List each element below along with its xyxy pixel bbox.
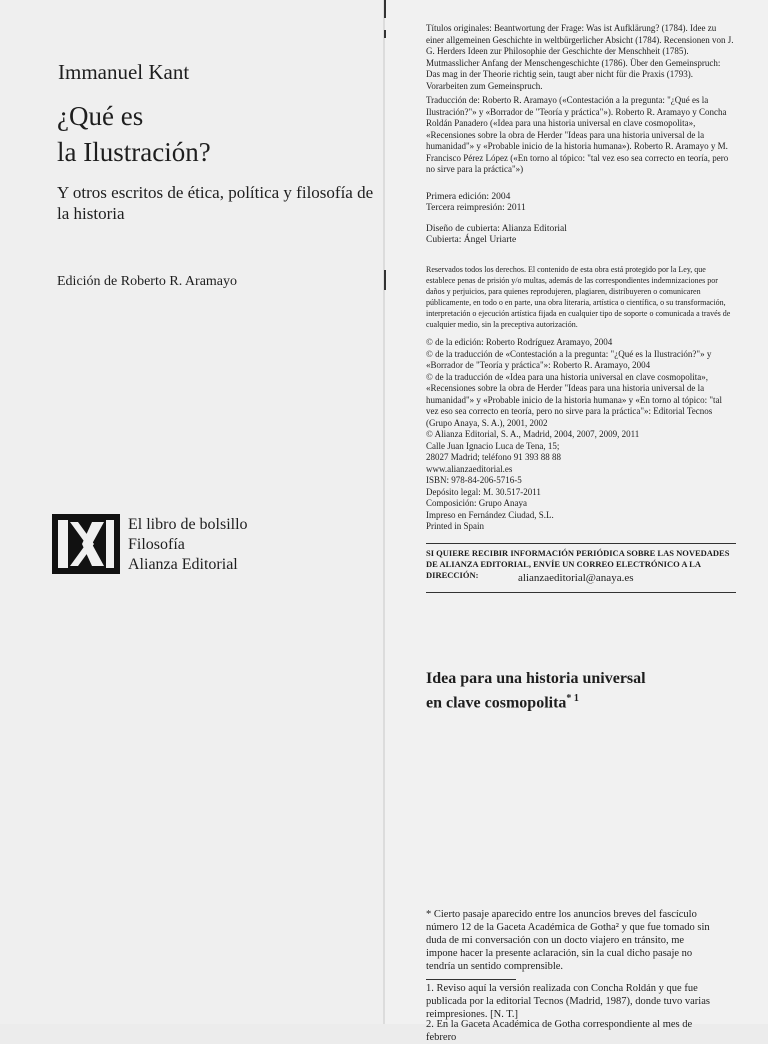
left-page bbox=[0, 0, 384, 1024]
copyright-line: www.alianzaeditorial.es bbox=[426, 463, 513, 474]
edition-info bbox=[426, 192, 726, 214]
copyright-line: Printed in Spain bbox=[426, 521, 484, 531]
divider-rule bbox=[426, 592, 736, 593]
reprint: Tercera reimpresión: 2011 bbox=[426, 203, 526, 213]
copyright-line: © de la edición: Roberto Rodríguez Aramayo, 2004 bbox=[426, 337, 613, 347]
info-notice: SI QUIERE RECIBIR INFORMACIÓN PERIÓDICA SOBRE LAS NOVEDADES DE ALIANZA EDITORIAL, ENVÍE UN CORREO ELECTRÓNICO A LA DIRECCIÓN: bbox=[426, 548, 730, 580]
book-author: Immanuel Kant bbox=[58, 60, 190, 84]
copyright-line: Impreso en Fernández Ciudad, S.L. bbox=[426, 509, 554, 520]
chapter-title bbox=[426, 669, 706, 713]
imprint-collection: Filosofía bbox=[128, 536, 185, 553]
rights-notice: Reservados todos los derechos. El contenido de esta obra está protegido por la Ley, que establece penas de prisión y/o multas, además de las correspondientes indemnizaciones por daños y perjuicios, para quienes reprodujeren, plagiaren, distribuyeren o comunicaren públicamente, en todo o en parte, una obra literaria, artística o científica, o su transformación, interpretación o ejecución artística fijada en cualquier tipo de soporte o comunicada a través de cualquier medio, sin la preceptiva autorización. bbox=[426, 265, 731, 329]
copyright-line: ISBN: 978-84-206-5716-5 bbox=[426, 475, 522, 485]
copyright-line: © de la traducción de «Idea para una historia universal en clave cosmopolita», «Recensiones sobre la obra de Herder "Ideas para una historia universal de la humanidad"» y «Probable inicio de la historia humana» y «En torno al tópico: "tal vez eso sea correcto en teoría, pero no sirve para la práctica"»: Editorial Tecnos (Grupo Anaya, S. A.), 2001, 2002 bbox=[426, 371, 723, 428]
imprint-publisher: Alianza Editorial bbox=[128, 556, 238, 573]
copyright-block bbox=[426, 337, 736, 533]
publisher-logo-glyph-icon bbox=[52, 514, 120, 574]
page-gutter bbox=[383, 0, 385, 1024]
footnote-rule bbox=[426, 979, 516, 980]
copyright-line: © de la traducción de «Contestación a la pregunta: "¿Qué es la Ilustración?"» y «Borrador de "Teoría y práctica"»: Roberto R. Aramayo, 2004 bbox=[426, 348, 712, 370]
book-title-line1: ¿Qué es bbox=[57, 101, 144, 131]
crop-mark bbox=[384, 270, 386, 290]
divider-rule bbox=[426, 543, 736, 544]
translation-credits: Traducción de: Roberto R. Aramayo («Contestación a la pregunta: "¿Qué es la Ilustración?"» y «Borrador de "Teoría y práctica"»). Roberto R. Aramayo y Concha Roldán Panadero («Idea para una historia universal en clave cosmopolita», «Recensiones sobre la obra de Herder "Ideas para una historia universal de la humanidad"» y «Probable inicio de la historia humana»). Roberto R. Aramayo y M. Francisco Pérez López («En torno al tópico: "tal vez eso sea correcto en teoría, pero no sirve para la práctica"») bbox=[426, 95, 729, 174]
copyright-line: Composición: Grupo Anaya bbox=[426, 498, 527, 508]
copyright-line: © Alianza Editorial, S. A., Madrid, 2004, 2007, 2009, 2011 bbox=[426, 429, 640, 439]
copyright-line: 28027 Madrid; teléfono 91 393 88 88 bbox=[426, 452, 561, 462]
footnote-1: 1. Reviso aquí la versión realizada con Concha Roldán y que fue publicada por la editorial Tecnos (Madrid, 1987), donde tuvo varias reimpresiones. [N. T.] bbox=[426, 983, 710, 1020]
book-editor: Edición de Roberto R. Aramayo bbox=[57, 274, 238, 289]
footnote-marker: * 1 bbox=[566, 693, 579, 704]
book-subtitle: Y otros escritos de ética, política y filosofía de la historia bbox=[57, 183, 374, 223]
design-info bbox=[426, 224, 726, 246]
copyright-line: Depósito legal: M. 30.517-2011 bbox=[426, 486, 541, 497]
imprint-series: El libro de bolsillo bbox=[128, 516, 248, 533]
original-titles: Títulos originales: Beantwortung der Frage: Was ist Aufklärung? (1784). Idee zu einer allgemeinen Geschichte in weltbürgerlicher Absicht (1784). Recensionen von J. G. Herders Ideen zur Philosophie der Geschichte der Menschheit (1785). Mutmasslicher Anfang der Menschengeschichte (1786). Über den Gemeinspruch: Das mag in der Theorie richtig sein, taugt aber nicht für die Praxis (1793). Vorarbeiten zum Gemeinspruch. bbox=[426, 23, 734, 91]
crop-mark bbox=[384, 30, 386, 38]
crop-mark bbox=[384, 0, 386, 18]
cover-design: Diseño de cubierta: Alianza Editorial bbox=[426, 224, 567, 234]
copyright-line: Calle Juan Ignacio Luca de Tena, 15; bbox=[426, 440, 560, 451]
book-title-line2: la Ilustración? bbox=[57, 137, 211, 167]
footnote-2: 2. En la Gaceta Académica de Gotha correspondiente al mes de febrero bbox=[426, 1019, 693, 1043]
first-edition: Primera edición: 2004 bbox=[426, 192, 511, 202]
chapter-title-line2: en clave cosmopolita bbox=[426, 694, 567, 712]
chapter-title-line1: Idea para una historia universal bbox=[426, 670, 646, 687]
publisher-email: alianzaeditorial@anaya.es bbox=[518, 572, 634, 584]
cover-credit: Cubierta: Ángel Uriarte bbox=[426, 235, 517, 245]
publisher-logo-icon bbox=[52, 514, 120, 574]
footnote-star: * Cierto pasaje aparecido entre los anuncios breves del fascículo número 12 de la Gaceta Académica de Gotha² y que fue tomado sin duda de mi conversación con un docto viajero en tránsito, me impone hacer la presente aclaración, sin la cual dicho pasaje no tendría un sentido comprensible. bbox=[426, 909, 710, 972]
imprint-block bbox=[128, 515, 248, 575]
